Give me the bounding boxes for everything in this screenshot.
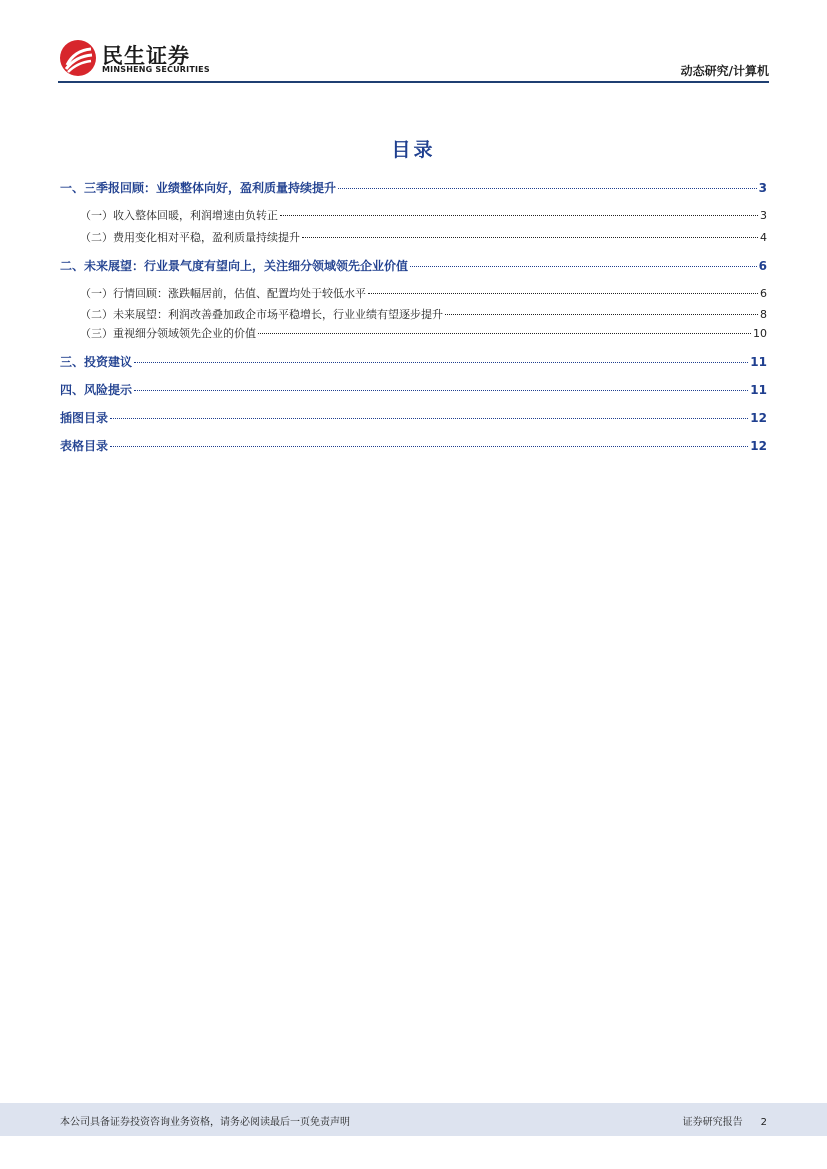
toc-entry[interactable] — [60, 437, 767, 454]
toc-entry[interactable] — [60, 207, 767, 223]
toc-leader-dots — [338, 188, 757, 189]
toc-leader-dots — [368, 293, 758, 294]
toc-entry-title: 二、未来展望：行业景气度有望向上，关注细分领域领先企业价值 — [60, 259, 409, 273]
toc-entry-page: 6 — [760, 287, 767, 300]
minsheng-logo — [58, 38, 218, 78]
toc-leader-dots — [134, 362, 748, 363]
toc-leader-dots — [110, 446, 748, 447]
toc-entry-page: 12 — [750, 411, 767, 425]
toc-entry-page: 11 — [750, 355, 767, 369]
toc-entry-page: 8 — [760, 308, 767, 321]
toc-entry-page: 11 — [750, 383, 767, 397]
toc-leader-dots — [445, 314, 758, 315]
toc-entry[interactable] — [60, 306, 767, 322]
page-footer — [0, 1103, 827, 1136]
toc-entry-title: （一）收入整体回暖，利润增速由负转正 — [80, 209, 278, 222]
toc-entry-page: 6 — [758, 259, 767, 273]
toc-title: 目录 — [391, 139, 436, 161]
logo-chinese-name: 民生证券 — [102, 44, 190, 68]
toc-entry[interactable] — [60, 179, 767, 196]
toc-entry-page: 12 — [750, 439, 767, 453]
toc-leader-dots — [410, 266, 757, 267]
toc-entry[interactable] — [60, 381, 767, 398]
toc-entry-title: 一、三季报回顾：业绩整体向好，盈利质量持续提升 — [60, 181, 337, 195]
footer-right — [683, 1113, 767, 1128]
toc-entry-title: （一）行情回顾：涨跌幅居前，估值、配置均处于较低水平 — [80, 287, 366, 300]
toc-entry-page: 10 — [753, 327, 767, 340]
toc-entry[interactable] — [60, 353, 767, 370]
toc-leader-dots — [280, 215, 758, 216]
toc-entry-page: 3 — [758, 181, 767, 195]
footer-page-number: 2 — [760, 1117, 767, 1128]
header-divider — [58, 81, 769, 83]
logo-english-name: MINSHENG SECURITIES — [102, 65, 210, 74]
toc-leader-dots — [110, 418, 748, 419]
minsheng-logo-mark-icon — [58, 38, 98, 78]
footer-report-type: 证券研究报告 — [682, 1117, 743, 1128]
toc-entry-title: 三、投资建议 — [60, 355, 133, 369]
toc-leader-dots — [134, 390, 748, 391]
toc-entry-page: 4 — [760, 231, 767, 244]
toc-entry-title: 插图目录 — [60, 411, 109, 425]
toc-entry-page: 3 — [760, 209, 767, 222]
toc-entry-title: 表格目录 — [60, 439, 109, 453]
toc-entry-title: 四、风险提示 — [60, 383, 133, 397]
toc-entry[interactable] — [60, 409, 767, 426]
toc-entry-title: （二）费用变化相对平稳，盈利质量持续提升 — [80, 231, 300, 244]
toc-entry[interactable] — [60, 257, 767, 274]
toc-entry[interactable] — [60, 325, 767, 341]
report-category: 动态研究/计算机 — [680, 64, 769, 78]
toc-leader-dots — [302, 237, 758, 238]
toc-entry-title: （三）重视细分领域领先企业的价值 — [80, 327, 256, 340]
toc-entry[interactable] — [60, 285, 767, 301]
footer-disclaimer: 本公司具备证券投资咨询业务资格，请务必阅读最后一页免责声明 — [60, 1117, 350, 1128]
toc-entry[interactable] — [60, 229, 767, 245]
toc-leader-dots — [258, 333, 751, 334]
toc-entry-title: （二）未来展望：利润改善叠加政企市场平稳增长，行业业绩有望逐步提升 — [80, 308, 443, 321]
